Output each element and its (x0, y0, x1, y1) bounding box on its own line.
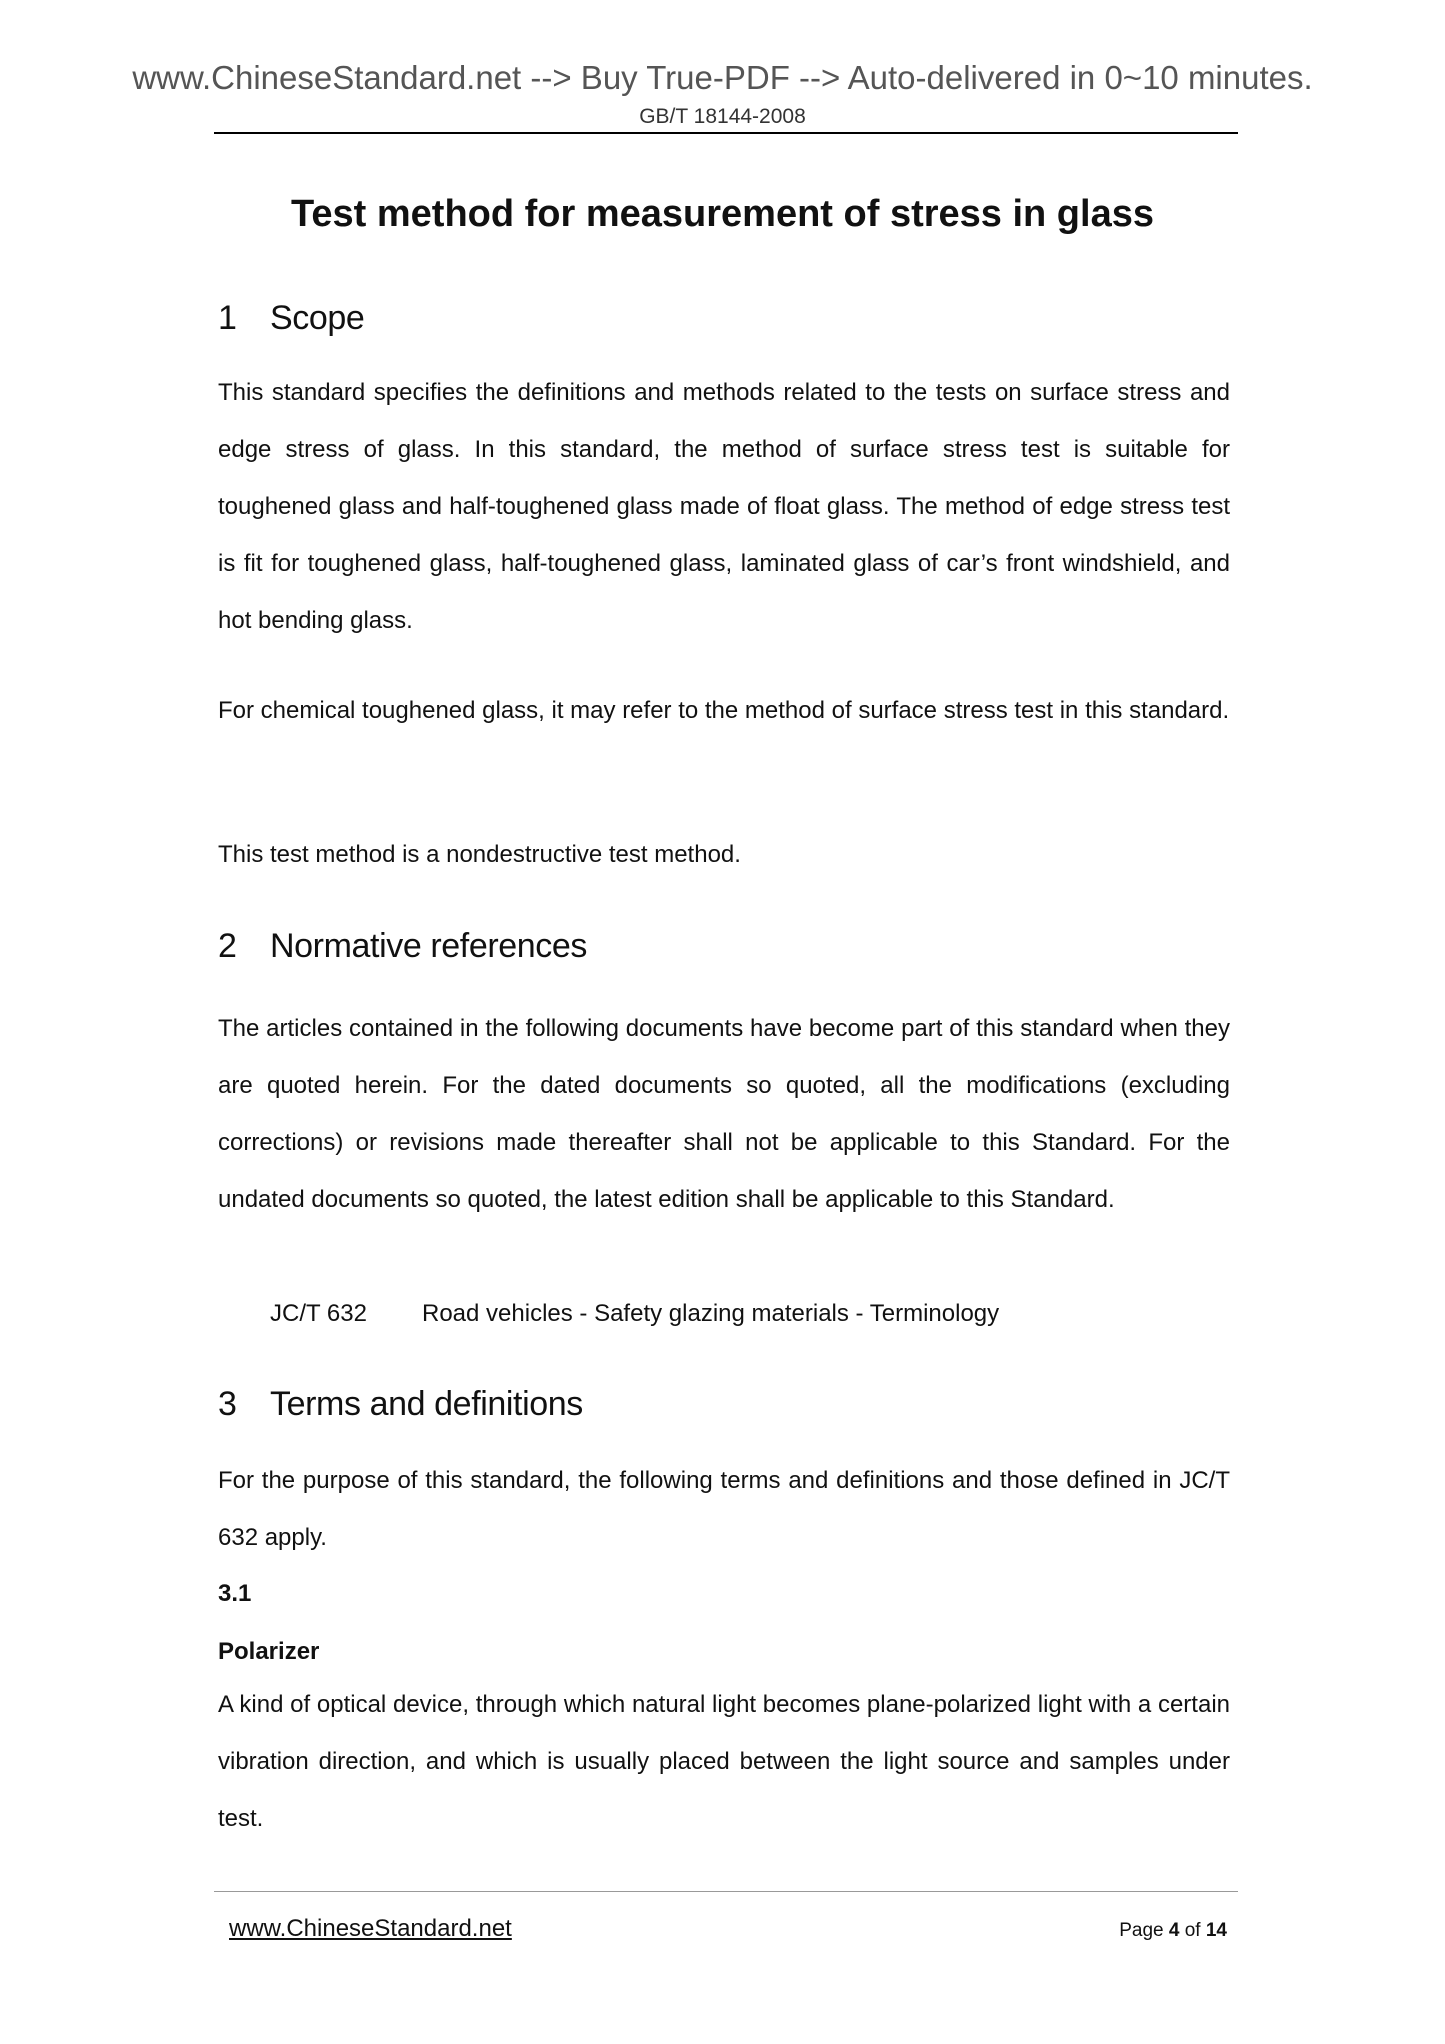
scope-paragraph-3: This test method is a nondestructive test method. (218, 841, 741, 868)
clause-number: 3.1 (218, 1580, 252, 1607)
section-heading-terms (218, 1382, 583, 1426)
clause-term: Polarizer (218, 1638, 320, 1665)
footer-website-link[interactable]: www.ChineseStandard.net (229, 1915, 512, 1942)
total-pages: 14 (1205, 1920, 1227, 1941)
header-banner: www.ChineseStandard.net --> Buy True-PDF --> Auto-delivered in 0~10 minutes. (132, 59, 1313, 96)
page-title: Test method for measurement of stress in glass (291, 193, 1154, 235)
document-code: GB/T 18144-2008 (639, 105, 806, 128)
section-heading-scope (218, 296, 364, 340)
header-divider (214, 132, 1238, 134)
reference-title: Road vehicles - Safety glazing materials - Terminology (422, 1300, 1000, 1327)
section-number: 1 (218, 299, 237, 337)
page-number: Page 4 of 14 (1119, 1920, 1227, 1941)
section-title: Terms and definitions (270, 1385, 583, 1423)
footer-divider (214, 1891, 1238, 1892)
normative-paragraph: The articles contained in the following documents have become part of this standard when they are quoted herein. For the dated documents so quoted, all the modifications (excluding corrections) or revisions made thereafter shall not be applicable to this Standard. For the undated documents so quoted, the latest edition shall be applicable to this Standard. (218, 1015, 1230, 1213)
section-number: 2 (218, 927, 237, 965)
section-number: 3 (218, 1385, 237, 1423)
section-title: Normative references (270, 927, 588, 965)
terms-paragraph: For the purpose of this standard, the following terms and definitions and those defined in JC/T 632 apply. (218, 1467, 1230, 1551)
section-title: Scope (270, 299, 365, 337)
scope-paragraph-2: For chemical toughened glass, it may refer to the method of surface stress test in this standard. (218, 697, 1230, 724)
reference-code: JC/T 632 (270, 1300, 367, 1327)
section-heading-normative-references (218, 924, 587, 968)
clause-definition: A kind of optical device, through which natural light becomes plane-polarized light with a certain vibration direction, and which is usually placed between the light source and samples under test. (218, 1691, 1230, 1832)
current-page: 4 (1168, 1920, 1180, 1941)
reference-entry (270, 1298, 999, 1330)
scope-paragraph-1: This standard specifies the definitions and methods related to the tests on surface stress and edge stress of glass. In this standard, the method of surface stress test is suitable for toughened glass and half-toughened glass made of float glass. The method of edge stress test is fit for toughened glass, half-toughened glass, laminated glass of car’s front windshield, and hot bending glass. (218, 379, 1230, 634)
